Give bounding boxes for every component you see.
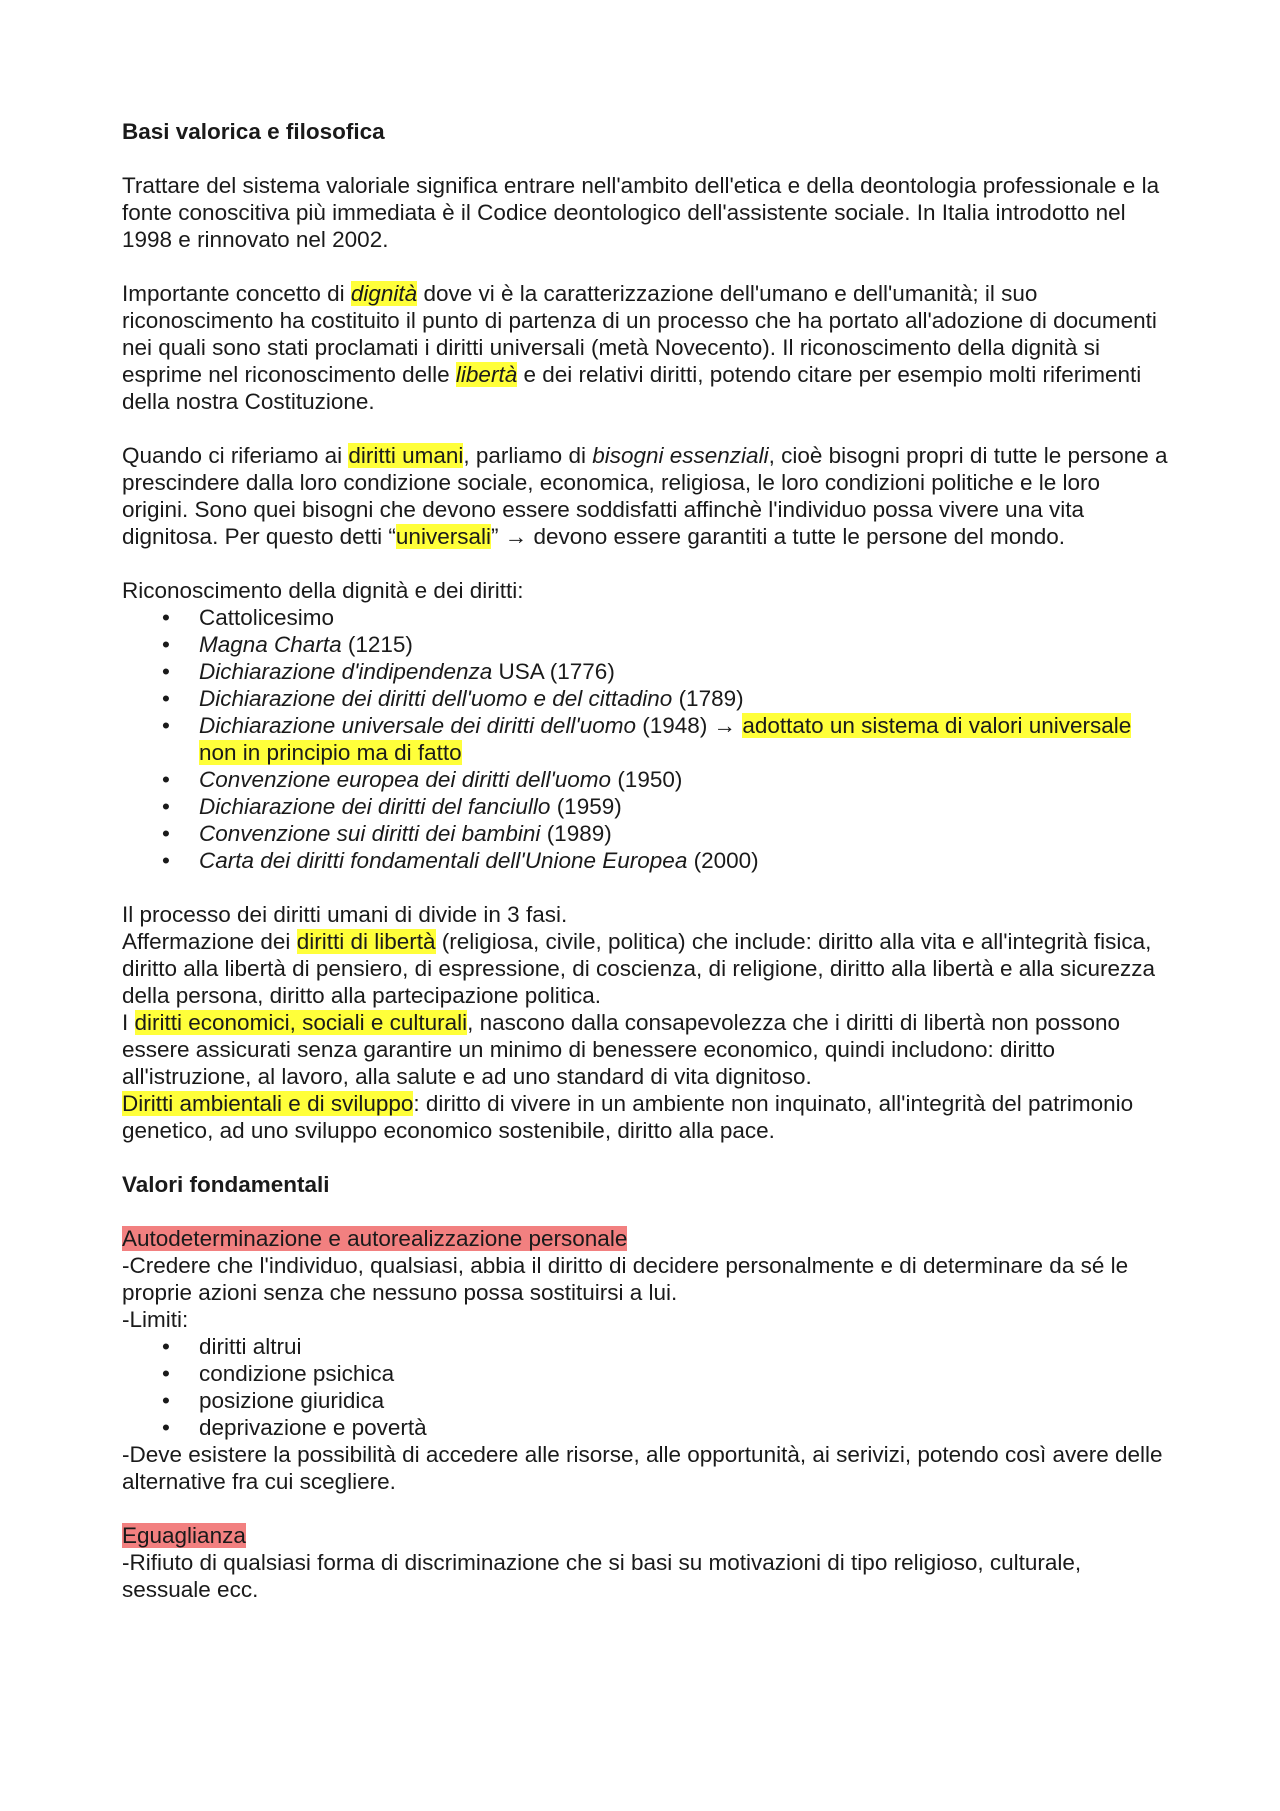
list-item: • Dichiarazione universale dei diritti dell'uomo (1948) → adottato un sistema di valori universale non in principio ma di fatto (162, 712, 1170, 766)
section-title-valori: Valori fondamentali (122, 1172, 330, 1197)
list-item: • Carta dei diritti fondamentali dell'Unione Europea (2000) (162, 847, 1170, 874)
paragraph-sistema-valoriale: Trattare del sistema valoriale significa entrare nell'ambito dell'etica e della deontologia professionale e la fonte conoscitiva più immediata è il Codice deontologico dell'assistente sociale. In Italia introdotto nel 1998 e rinnovato nel 2002. (122, 173, 1160, 252)
section-title-basi: Basi valorica e filosofica (122, 119, 385, 144)
list-intro: Riconoscimento della dignità e dei diritti: (122, 578, 524, 603)
paragraph-diritti-ambientali: Diritti ambientali e di sviluppo: diritto di vivere in un ambiente non inquinato, all'integrità del patrimonio genetico, ad uno sviluppo economico sostenibile, diritto alla pace. (122, 1091, 1134, 1143)
highlight-diritti-umani: diritti umani (348, 443, 464, 468)
paragraph-autodeterminazione: -Credere che l'individuo, qualsiasi, abbia il diritto di decidere personalmente e di determinare da sé le proprie azioni senza che nessuno possa sostituirsi a lui. (122, 1253, 1129, 1305)
paragraph-limiti: -Limiti: (122, 1307, 189, 1332)
paragraph-eguaglianza: -Rifiuto di qualsiasi forma di discriminazione che si basi su motivazioni di tipo religioso, culturale, sessuale ecc. (122, 1550, 1082, 1602)
list-item: • Dichiarazione dei diritti dell'uomo e del cittadino (1789) (162, 685, 1170, 712)
highlight-diritti-ambientali: Diritti ambientali e di sviluppo (122, 1091, 414, 1116)
paragraph-risorse: -Deve esistere la possibilità di accedere alle risorse, alle opportunità, ai serivizi, potendo così avere delle alternative fra cui scegliere. (122, 1442, 1163, 1494)
list-item: • posizione giuridica (162, 1387, 1170, 1414)
spacer (122, 874, 1170, 901)
list-riconoscimento (122, 604, 1170, 874)
list-limiti (122, 1333, 1170, 1441)
list-item: • condizione psichica (162, 1360, 1170, 1387)
list-item: • Convenzione europea dei diritti dell'uomo (1950) (162, 766, 1170, 793)
highlight-dignita: dignità (350, 281, 418, 306)
list-item: • Cattolicesimo (162, 604, 1170, 631)
list-item: • Dichiarazione d'indipendenza USA (1776) (162, 658, 1170, 685)
paragraph-diritti-liberta: Affermazione dei diritti di libertà (religiosa, civile, politica) che include: diritto alla vita e all'integrità fisica, diritto alla libertà di pensiero, di espressione, di coscienza, di religione, diritto alla libertà e alla sicurezza della persona, diritto alla partecipazione politica. (122, 929, 1156, 1008)
highlight-sistema-valori: adottato un sistema di valori universale non in principio ma di fatto (199, 713, 1132, 765)
list-item: • Magna Charta (1215) (162, 631, 1170, 658)
paragraph-diritti-umani: Quando ci riferiamo ai diritti umani, parliamo di bisogni essenziali, cioè bisogni propri di tutte le persone a prescindere dalla loro condizione sociale, economica, religiosa, le loro condizioni politiche e le loro origini. Sono quei bisogni che devono essere soddisfatti affinchè l'individuo possa vivere una vita dignitosa. Per questo detti “universali” → devono essere garantiti a tutte le persone del mondo. (122, 443, 1168, 549)
highlight-diritti-economici: diritti economici, sociali e culturali (134, 1010, 468, 1035)
paragraph-dignita: Importante concetto di dignità dove vi è la caratterizzazione dell'umano e dell'umanità; il suo riconoscimento ha costituito il punto di partenza di un processo che ha portato all'adozione di documenti nei quali sono stati proclamati i diritti universali (metà Novecento). Il riconoscimento della dignità si esprime nel riconoscimento delle libertà e dei relativi diritti, potendo citare per esempio molti riferimenti della nostra Costituzione. (122, 281, 1157, 414)
list-item: • deprivazione e povertà (162, 1414, 1170, 1441)
highlight-universali: universali (395, 524, 491, 549)
emphasis-bisogni-essenziali: bisogni essenziali (592, 443, 769, 468)
highlight-liberta: libertà (455, 362, 518, 387)
list-item: • Convenzione sui diritti dei bambini (1989) (162, 820, 1170, 847)
paragraph-diritti-economici: I diritti economici, sociali e culturali, nascono dalla consapevolezza che i diritti di libertà non possono essere assicurati senza garantire un minimo di benessere economico, quindi includono: diritto all'istruzione, al lavoro, alla salute e ad uno standard di vita dignitoso. (122, 1010, 1121, 1089)
list-item: • diritti altrui (162, 1333, 1170, 1360)
subheading-autodeterminazione: Autodeterminazione e autorealizzazione personale (122, 1226, 628, 1251)
paragraph-fasi-intro: Il processo dei diritti umani di divide in 3 fasi. (122, 902, 568, 927)
highlight-diritti-liberta: diritti di libertà (296, 929, 436, 954)
list-item: • Dichiarazione dei diritti del fanciullo (1959) (162, 793, 1170, 820)
subheading-eguaglianza: Eguaglianza (122, 1523, 246, 1548)
